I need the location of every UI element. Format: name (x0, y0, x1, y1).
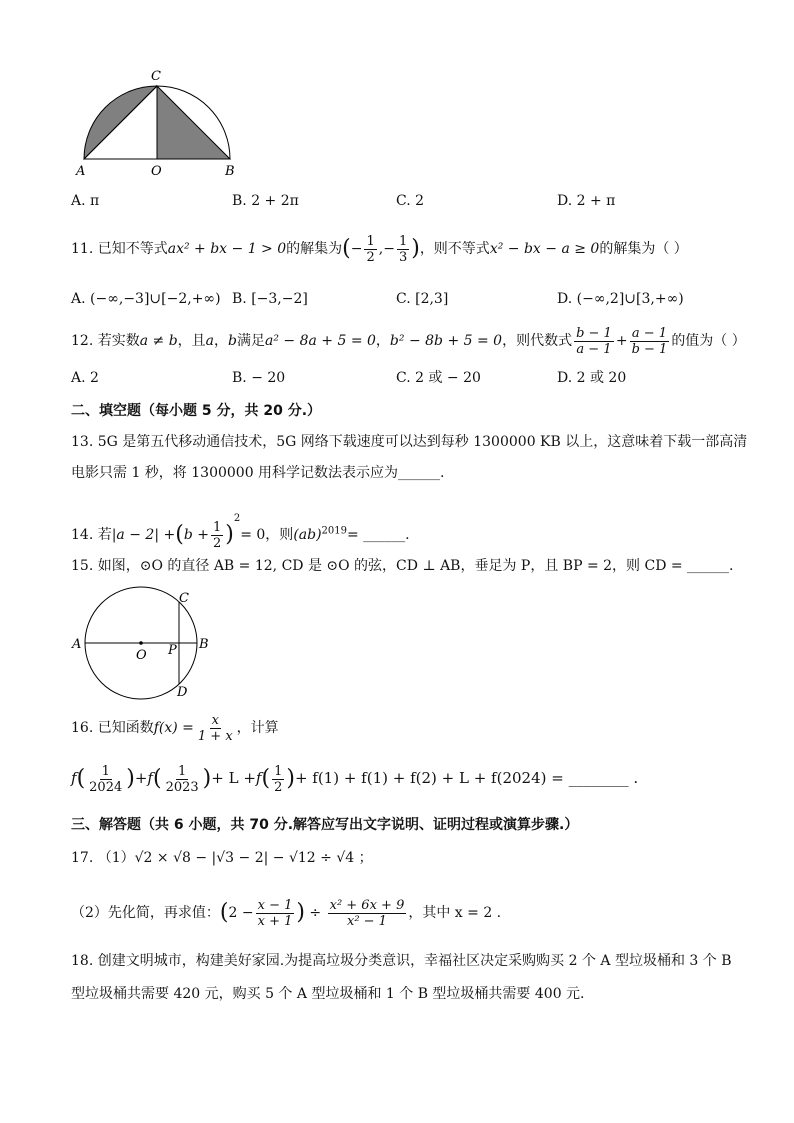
q17-paren-close: ) (296, 900, 305, 925)
q16-stem (71, 710, 279, 746)
label-c-circle: C (179, 591, 189, 606)
q16-p2-open: ( (152, 766, 162, 791)
shaded-triangle-right (157, 86, 230, 159)
q10-option-a: A. π (71, 193, 100, 209)
q17-suffix: ，其中 x = 2 . (408, 905, 502, 921)
q18-line-1: 18. 创建文明城市，构建美好家园.为提高垃圾分类意识，幸福社区决定采购购买 2 个 A 型垃圾桶和 3 个 B (71, 953, 732, 969)
q15-stem: 15. 如图，⊙O 的直径 AB = 12, CD 是 ⊙O 的弦，CD ⊥ AB，垂足为 P，且 BP = 2，则 CD = ______. (71, 558, 734, 574)
q16-expression: f( $\frac{1}{2024}$ )+f( $\frac{1}{2023}$ )+ L +f( $\frac{1}{2}$ )+ f(1) + f(1) + f(2) + L + f(2024) = ________ . (71, 763, 639, 795)
q14-frac: $\frac{1}{2}$ (212, 519, 222, 551)
q14-paren-close: ) (225, 522, 234, 547)
q16-tail: + f(1) + f(1) + f(2) + L + f(2024) = ________ . (294, 769, 639, 787)
section-2-heading: 二、填空题（每小题 5 分，共 20 分.） (71, 403, 322, 419)
q16-p1-close: ) (126, 766, 135, 791)
q11-option-b: B. [−3,−2] (232, 291, 308, 307)
q12-mid2: 满足 (237, 333, 265, 349)
q14-ab: (ab) (293, 527, 322, 543)
q17-frac-2: $\frac{\text{x² + 6x + 9}}{\text{x² − 1}}$ (329, 897, 405, 929)
q16-p3-open: ( (261, 766, 271, 791)
q16-p1-open: ( (76, 766, 86, 791)
label-b: B (225, 164, 235, 179)
q17-divide: ÷ (309, 905, 322, 921)
q11-inequality-2: x² − bx − a ≥ 0 (489, 241, 600, 257)
q12-mid: ，且 (177, 333, 206, 349)
q16-frac-2024: $\frac{1}{2024}$ (89, 763, 123, 795)
q12-comma: ， (214, 333, 229, 349)
q12-prefix: 12. 若实数 (71, 333, 140, 349)
q11-paren-close: ) (411, 236, 420, 261)
q12-equation-2: b² − 8b + 5 = 0 (389, 333, 503, 349)
q14-stem (71, 500, 410, 554)
q14-paren-open: ( (175, 522, 184, 547)
q12-var-b: b (228, 333, 237, 349)
q17-paren-open: ( (219, 900, 229, 925)
q18-line-2: 型垃圾桶共需要 420 元，购买 5 个 A 型垃圾桶和 1 个 B 型垃圾桶共需要 400 元. (71, 986, 585, 1002)
q10-option-d: D. 2 + π (557, 193, 616, 209)
q16-prefix: 16. 已知函数 (71, 720, 154, 736)
q12-frac-1: $\frac{b - 1}{a - 1}$ (576, 325, 612, 357)
q11-inequality-1: ax² + bx − 1 > 0 (167, 241, 287, 257)
label-b-circle: B (199, 637, 209, 652)
section-3-heading: 三、解答题（共 6 小题，共 70 分.解答应写出文字说明、证明过程或演算步骤.） (71, 817, 579, 833)
q13-line-1: 13. 5G 是第五代移动通信技术，5G 网络下载速度可以达到每秒 1300000 KB 以上，这意味着下载一部高清 (71, 434, 748, 450)
q16-frac: $\frac{x}{1 + x}$ (197, 712, 233, 744)
q12-stem: 12. 若实数a ≠ b，且a，b满足a² − 8a + 5 = 0，b² − 8b + 5 = 0，则代数式 $\frac{b - 1}{a - 1}$ + $\frac{a - 1}{b - 1}$ 的值为（ ） (71, 325, 746, 357)
q12-option-b: B. − 20 (232, 370, 286, 386)
q16-dots: + L + (211, 769, 256, 787)
q14-tail: = 0，则 (240, 527, 294, 543)
q11-option-d: D. (−∞,2]∪[3,+∞) (557, 291, 684, 307)
q12-mid3: ，则代数式 (502, 333, 573, 349)
q12-equation-1: a² − 8a + 5 = 0 (265, 333, 376, 349)
q16-f-2: f (147, 769, 153, 787)
q12-var-a: a (205, 333, 215, 349)
q17-part-1 (71, 848, 373, 868)
q10-option-b: B. 2 + 2π (232, 193, 299, 209)
q11-prefix: 11. 已知不等式 (71, 241, 168, 257)
q11-option-a: A. (−∞,−3]∪[−2,+∞) (71, 291, 221, 307)
q11-mid2: ，则不等式 (419, 241, 490, 257)
semicircle-figure (74, 64, 244, 180)
q16-f-3: f (255, 769, 262, 787)
q12-option-c: C. 2 或 − 20 (396, 370, 481, 386)
q16-frac-half: $\frac{1}{2}$ (274, 763, 283, 795)
circle-figure (70, 584, 220, 700)
q12-condition: a ≠ b (139, 333, 178, 349)
q16-p2-close: ) (202, 766, 212, 791)
q16-f-1: f (71, 769, 77, 787)
q14-ab-exponent: 2019 (321, 525, 347, 537)
q11-frac-1: $\frac{1}{2}$ (366, 233, 375, 265)
label-c: C (151, 69, 161, 84)
q11-frac-2: $\frac{1}{3}$ (398, 233, 408, 265)
label-o: O (151, 164, 162, 179)
q14-b: b + (183, 527, 209, 543)
q13-line-2: 电影只需 1 秒，将 1300000 用科学记数法表示应为______. (71, 465, 445, 481)
q14-end: = ______. (347, 527, 410, 543)
center-dot (139, 641, 143, 645)
q11-suffix: 的解集为（ ） (599, 241, 688, 257)
q17-frac-1: $\frac{x - 1}{x + 1}$ (257, 897, 293, 929)
q17-part1-expression: √2 × √8 − |√3 − 2| − √12 ÷ √4 ； (134, 850, 373, 866)
q17-part2-prefix: （2）先化简，再求值： (71, 905, 220, 921)
label-p-circle: P (168, 643, 177, 658)
q11-paren-open: ( (342, 236, 351, 261)
q17-part1-prefix: 17. （1） (71, 850, 135, 866)
q11-option-c: C. [2,3] (396, 291, 449, 307)
q16-fx: f(x) = (153, 720, 194, 736)
q17-part-2 (71, 892, 501, 934)
q12-sep: ， (375, 333, 390, 349)
q11-mid: 的解集为 (286, 241, 343, 257)
q14-abs: |a − 2| + (111, 527, 176, 543)
label-a-circle: A (72, 637, 82, 652)
q14-exponent: 2 (233, 513, 241, 524)
label-d-circle: D (177, 685, 188, 700)
q11-stem: 11. 已知不等式ax² + bx − 1 > 0的解集为(− $\frac{1}{2}$ ,− $\frac{1}{3}$ )，则不等式x² − bx − a ≥ 0的解集为（ ） (71, 233, 688, 265)
q12-option-a: A. 2 (71, 370, 99, 386)
label-a: A (76, 164, 86, 179)
label-o-circle: O (136, 648, 147, 663)
q10-option-c: C. 2 (396, 193, 425, 209)
q16-frac-2023: $\frac{1}{2023}$ (165, 763, 199, 795)
q12-suffix: 的值为（ ） (671, 333, 746, 349)
q12-frac-2: $\frac{a - 1}{b - 1}$ (631, 325, 668, 357)
q14-prefix: 14. 若 (71, 527, 112, 543)
q12-option-d: D. 2 或 20 (557, 370, 627, 386)
q16-p3-close: ) (286, 766, 295, 791)
q16-suffix: ，计算 (236, 720, 279, 736)
q17-two: 2 − (228, 905, 254, 921)
